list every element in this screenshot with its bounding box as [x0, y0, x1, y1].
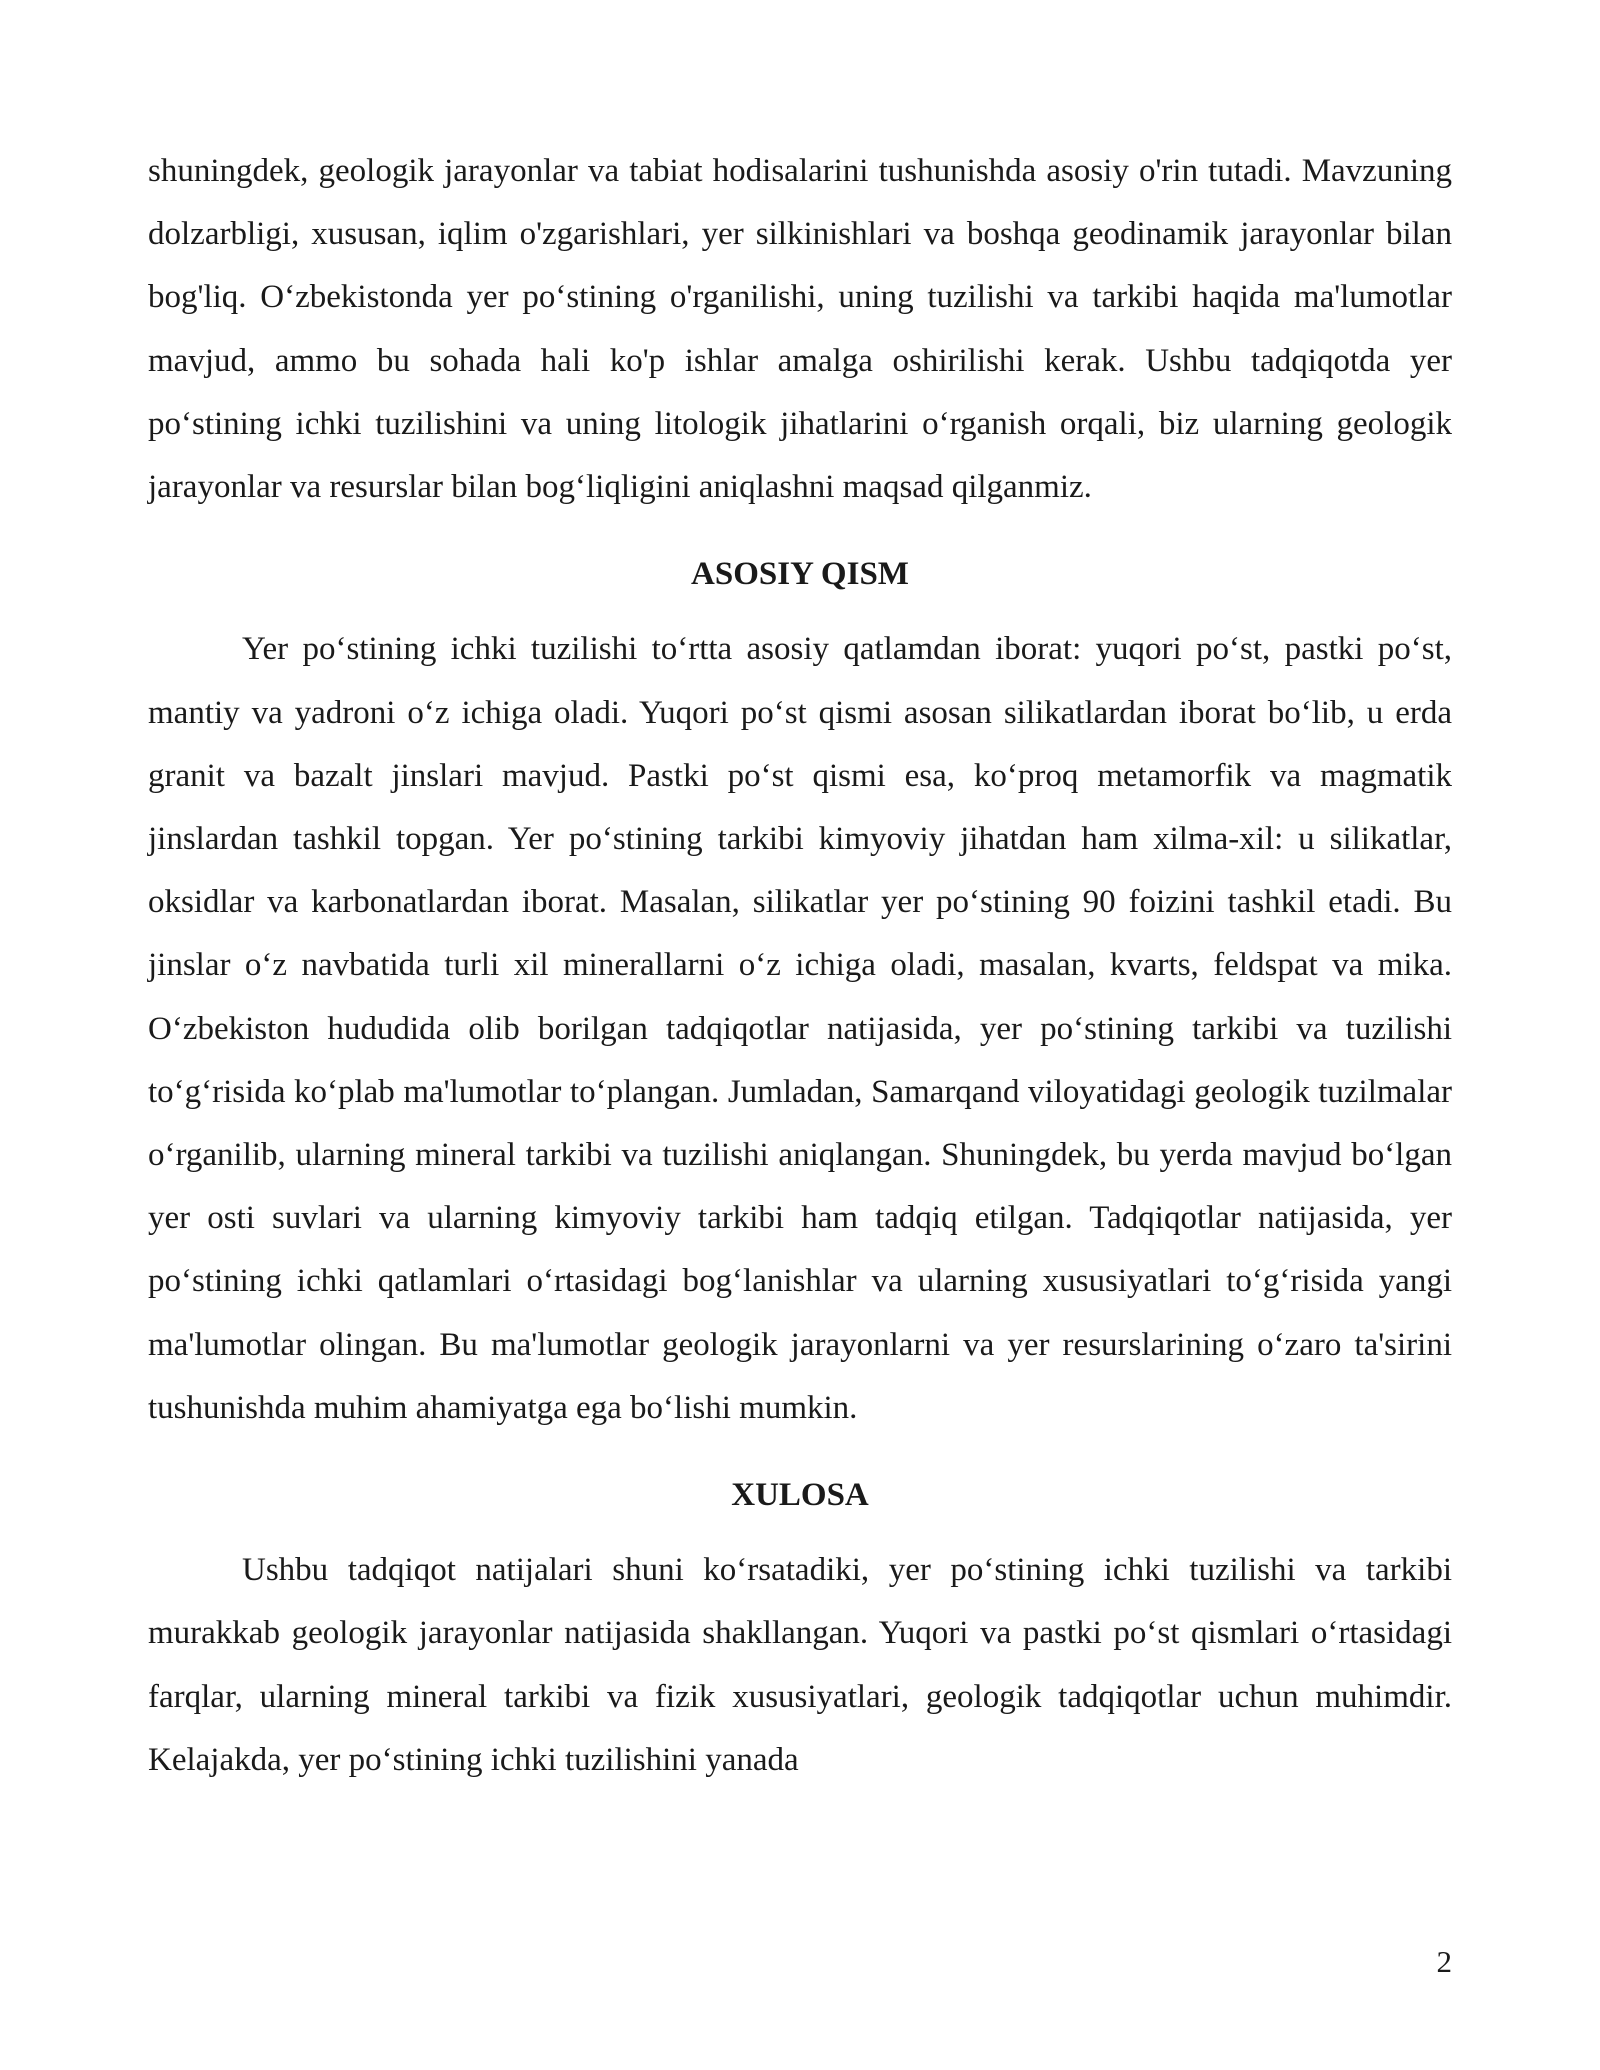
- conclusion-heading: XULOSA: [731, 1477, 869, 1514]
- conclusion-paragraph: Ushbu tadqiqot natijalari shuni ko‘rsatadiki, yer po‘stining ichki tuzilishi va tarkibi murakkab geologik jarayonlar natijasida shakllangan. Yuqori va pastki po‘st qismlari o‘rtasidagi farqlar, ularning mineral tarkibi va fizik xususiyatlari, geologik tadqiqotlar uchun muhimdir. Kelajakda, yer po‘stining ichki tuzilishini yanada: [148, 1552, 1452, 1778]
- page-number: 2: [1436, 1944, 1452, 1979]
- intro-paragraph: shuningdek, geologik jarayonlar va tabiat hodisalarini tushunishda asosiy o'rin tutadi. Mavzuning dolzarbligi, xususan, iqlim o'zgarishlari, yer silkinishlari va boshqa geodinamik jarayonlar bilan bog'liq. O‘zbekistonda yer po‘stining o'rganilishi, uning tuzilishi va tarkibi haqida ma'lumotlar mavjud, ammo bu sohada hali ko'p ishlar amalga oshirilishi kerak. Ushbu tadqiqotda yer po‘stining ichki tuzilishini va uning litologik jihatlarini o‘rganish orqali, biz ularning geologik jarayonlar va resurslar bilan bog‘liqligini aniqlashni maqsad qilganmiz.: [148, 153, 1452, 506]
- main-section-paragraph: Yer po‘stining ichki tuzilishi to‘rtta asosiy qatlamdan iborat: yuqori po‘st, pastki po‘st, mantiy va yadroni o‘z ichiga oladi. Yuqori po‘st qismi asosan silikatlardan iborat bo‘lib, u erda granit va bazalt jinslari mavjud. Pastki po‘st qismi esa, ko‘proq metamorfik va magmatik jinslardan tashkil topgan. Yer po‘stining tarkibi kimyoviy jihatdan ham xilma-xil: u silikatlar, oksidlar va karbonatlardan iborat. Masalan, silikatlar yer po‘stining 90 foizini tashkil etadi. Bu jinslar o‘z navbatida turli xil minerallarni o‘z ichiga oladi, masalan, kvarts, feldspat va mika. O‘zbekiston hududida olib borilgan tadqiqotlar natijasida, yer po‘stining tarkibi va tuzilishi to‘g‘risida ko‘plab ma'lumotlar to‘plangan. Jumladan, Samarqand viloyatidagi geologik tuzilmalar o‘rganilib, ularning mineral tarkibi va tuzilishi aniqlangan. Shuningdek, bu yerda mavjud bo‘lgan yer osti suvlari va ularning kimyoviy tarkibi ham tadqiq etilgan. Tadqiqotlar natijasida, yer po‘stining ichki qatlamlari o‘rtasidagi bog‘lanishlar va ularning xususiyatlari to‘g‘risida yangi ma'lumotlar olingan. Bu ma'lumotlar geologik jarayonlarni va yer resurslarining o‘zaro ta'sirini tushunishda muhim ahamiyatga ega bo‘lishi mumkin.: [148, 631, 1452, 1426]
- main-section-heading: ASOSIY QISM: [691, 556, 909, 593]
- document-page: [148, 140, 1452, 1792]
